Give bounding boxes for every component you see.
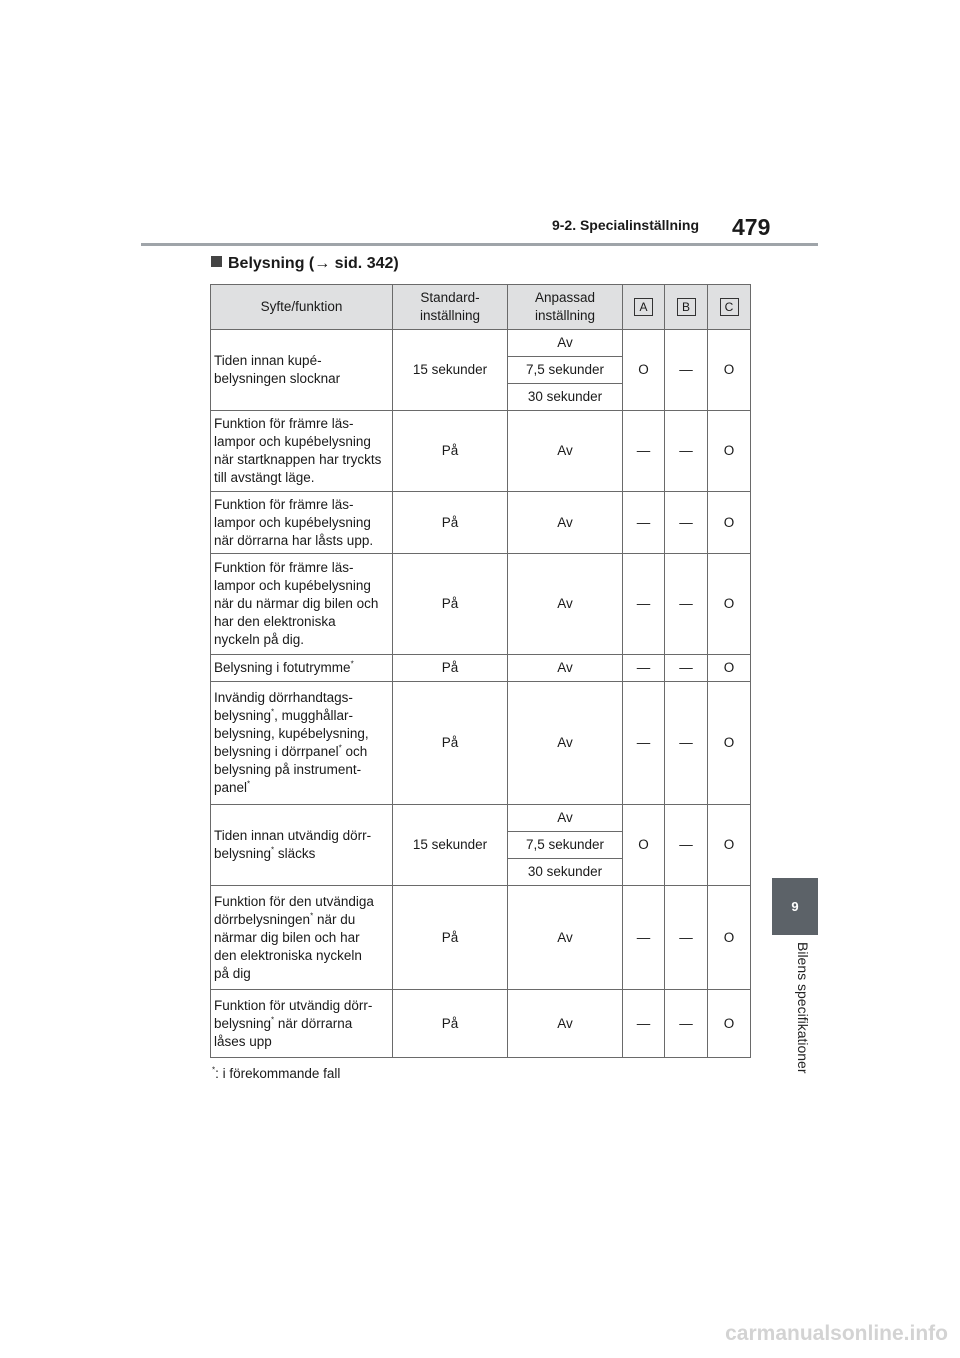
function-cell	[211, 886, 393, 990]
function-cell	[211, 554, 393, 655]
function-cell	[211, 492, 393, 554]
col-c-cell: O	[708, 554, 751, 655]
square-bullet-icon	[211, 256, 222, 267]
col-a-cell: —	[623, 682, 665, 805]
footnote	[212, 1066, 340, 1081]
custom-setting-cell: Av	[508, 805, 623, 832]
default-setting-cell: På	[393, 886, 508, 990]
chapter-number: 9	[791, 899, 799, 914]
custom-setting-cell: Av	[508, 492, 623, 554]
header-col-a	[623, 285, 665, 330]
function-text: Funktion för främre läs- lampor och kupébelysning när dörrarna har låsts upp.	[214, 496, 374, 548]
col-b-cell: —	[665, 655, 708, 682]
custom-setting-cell: 30 sekunder	[508, 384, 623, 411]
watermark: carmanualsonline.info	[725, 1322, 948, 1345]
function-text: Funktion för den utvändiga dörrbelysningen	[214, 893, 374, 927]
col-b-cell: —	[665, 805, 708, 886]
col-a-cell: —	[623, 492, 665, 554]
table-row	[211, 330, 751, 357]
col-b-cell: —	[665, 554, 708, 655]
table-row	[211, 805, 751, 832]
footnote-mark: *	[212, 1065, 216, 1075]
col-c-cell: O	[708, 886, 751, 990]
col-c-badge: C	[720, 298, 739, 316]
table-row	[211, 990, 751, 1058]
col-c-cell: O	[708, 990, 751, 1058]
table-row	[211, 682, 751, 805]
function-text: Belysning i fotutrymme	[214, 660, 351, 675]
col-a-cell: —	[623, 655, 665, 682]
function-text: när dörrarna låses upp	[214, 1015, 353, 1049]
custom-setting-cell: Av	[508, 682, 623, 805]
col-b-cell: —	[665, 330, 708, 411]
section-title-text: Belysning (	[228, 255, 315, 272]
col-a-cell: O	[623, 330, 665, 411]
table-row	[211, 655, 751, 682]
asterisk-mark: *	[338, 743, 342, 753]
default-setting-cell: På	[393, 554, 508, 655]
function-text: Funktion för främre läs- lampor och kupébelysning när startknappen har tryckts till avstängt läge.	[214, 416, 382, 485]
section-title-ref: sid. 342)	[330, 255, 399, 272]
custom-setting-cell: 7,5 sekunder	[508, 357, 623, 384]
custom-setting-cell: Av	[508, 990, 623, 1058]
col-a-badge: A	[634, 298, 653, 316]
col-c-cell: O	[708, 411, 751, 492]
chapter-label: Bilens specifikationer	[795, 942, 811, 1074]
default-setting-cell: På	[393, 990, 508, 1058]
custom-setting-cell: 30 sekunder	[508, 859, 623, 886]
asterisk-mark: *	[271, 845, 275, 855]
chapter-tab	[772, 878, 818, 935]
col-c-cell: O	[708, 805, 751, 886]
col-a-cell: —	[623, 554, 665, 655]
default-setting-cell: På	[393, 655, 508, 682]
custom-setting-cell: Av	[508, 411, 623, 492]
custom-setting-cell: Av	[508, 655, 623, 682]
header-col-b	[665, 285, 708, 330]
col-c-cell: O	[708, 682, 751, 805]
function-text: , mugghållar- belysning, kupébelysning, belysning i dörrpanel	[214, 708, 369, 759]
custom-setting-cell: 7,5 sekunder	[508, 832, 623, 859]
table-header-row	[211, 285, 751, 330]
section-title	[211, 255, 399, 273]
custom-setting-cell: Av	[508, 330, 623, 357]
footnote-text: : i förekommande fall	[215, 1066, 341, 1081]
header-function: Syfte/funktion	[211, 285, 393, 330]
function-cell	[211, 990, 393, 1058]
asterisk-mark: *	[271, 1015, 275, 1024]
custom-setting-cell: Av	[508, 554, 623, 655]
function-text: och belysning på instrument- panel	[214, 744, 368, 795]
col-b-cell: —	[665, 492, 708, 554]
col-b-cell: —	[665, 886, 708, 990]
function-text: Tiden innan kupé- belysningen slocknar	[214, 353, 341, 386]
function-text: Funktion för utvändig dörr- belysning	[214, 997, 373, 1031]
default-setting-cell: På	[393, 682, 508, 805]
header-divider	[141, 243, 818, 246]
function-cell	[211, 682, 393, 805]
table-row	[211, 554, 751, 655]
function-text: Invändig dörrhandtags- belysning	[214, 690, 353, 723]
col-b-badge: B	[677, 298, 696, 316]
col-a-cell: —	[623, 411, 665, 492]
col-a-cell: O	[623, 805, 665, 886]
default-setting-cell: På	[393, 411, 508, 492]
function-text: när du närmar dig bilen och har den elektroniska nyckeln på dig	[214, 911, 362, 981]
col-a-cell: —	[623, 990, 665, 1058]
col-c-cell: O	[708, 655, 751, 682]
table-row	[211, 411, 751, 492]
default-setting-cell: 15 sekunder	[393, 805, 508, 886]
header-col-c	[708, 285, 751, 330]
function-text: släcks	[274, 846, 316, 861]
function-text: Tiden innan utvändig dörr- belysning	[214, 828, 372, 861]
col-c-cell: O	[708, 330, 751, 411]
default-setting-cell: På	[393, 492, 508, 554]
function-cell	[211, 805, 393, 886]
asterisk-mark: *	[271, 707, 275, 717]
settings-table	[210, 284, 751, 1058]
col-a-cell: —	[623, 886, 665, 990]
table-row	[211, 492, 751, 554]
arrow-right-icon: →	[314, 255, 331, 272]
asterisk-mark: *	[247, 779, 251, 789]
function-text: Funktion för främre läs- lampor och kupébelysning när du närmar dig bilen och har den elektroniska nyckeln på dig.	[214, 560, 379, 647]
page-number: 479	[732, 214, 771, 240]
function-cell	[211, 411, 393, 492]
col-c-cell: O	[708, 492, 751, 554]
col-b-cell: —	[665, 411, 708, 492]
asterisk-mark: *	[350, 659, 354, 669]
col-b-cell: —	[665, 990, 708, 1058]
function-cell	[211, 655, 393, 682]
header-custom: Anpassad inställning	[508, 285, 623, 330]
function-cell	[211, 330, 393, 411]
asterisk-mark: *	[310, 911, 314, 920]
default-setting-cell: 15 sekunder	[393, 330, 508, 411]
table-row	[211, 886, 751, 990]
custom-setting-cell: Av	[508, 886, 623, 990]
running-header-section: 9-2. Specialinställning	[551, 217, 699, 233]
col-b-cell: —	[665, 682, 708, 805]
header-default: Standard- inställning	[393, 285, 508, 330]
